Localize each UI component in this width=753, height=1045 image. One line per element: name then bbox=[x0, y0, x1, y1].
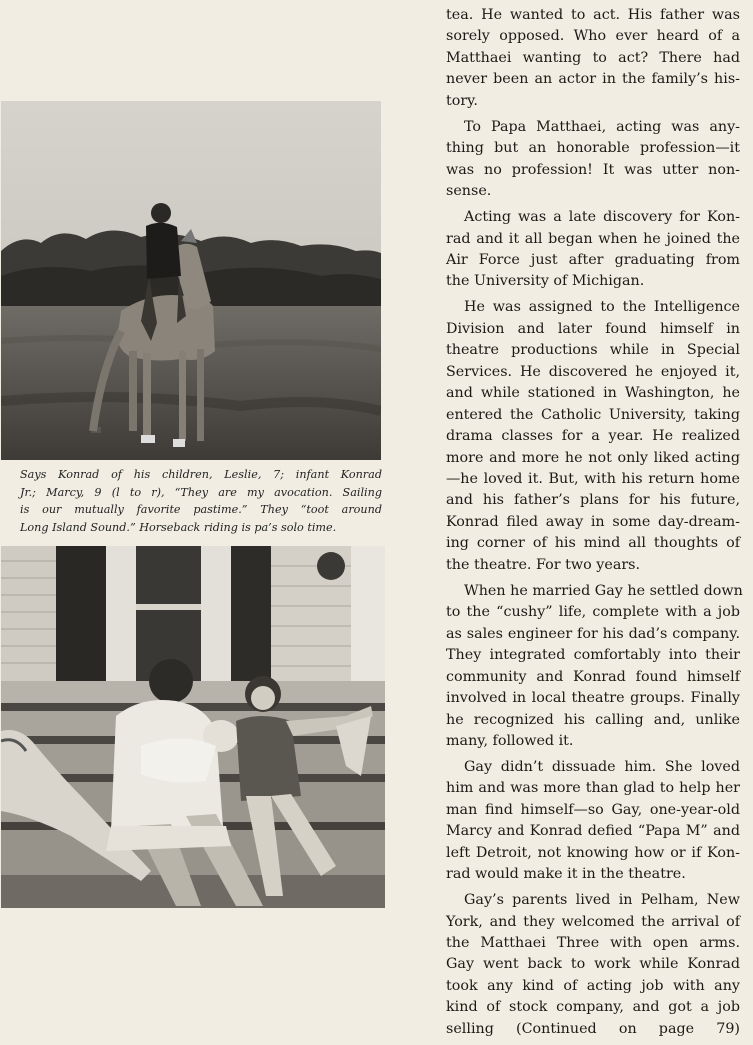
text-line: Marcy and Konrad defied “Papa M” and bbox=[446, 823, 740, 840]
text-line: Gay didn’t dissuade him. She loved bbox=[464, 758, 740, 775]
caption-line: Long Island Sound.” Horseback riding is pa’s solo time. bbox=[20, 520, 337, 534]
continued-line: selling (Continued on page 79) bbox=[446, 1020, 740, 1037]
text-line: sorely opposed. Who ever heard of a bbox=[446, 28, 740, 45]
text-line: sense. bbox=[446, 183, 492, 200]
text-line: Gay’s parents lived in Pelham, New bbox=[464, 892, 740, 909]
text-line: Gay went back to work while Konrad bbox=[446, 956, 740, 973]
text-line: He was assigned to the Intelligence bbox=[464, 299, 740, 316]
article-paragraph bbox=[446, 757, 740, 886]
text-line: left Detroit, not knowing how or if Kon- bbox=[446, 844, 740, 861]
text-line: the theatre. For two years. bbox=[446, 556, 641, 573]
text-line: theatre productions while in Special bbox=[446, 342, 740, 359]
caption-line: is our mutually favorite pastime.” They “toot around bbox=[20, 503, 382, 516]
text-line: drama classes for a year. He realized bbox=[446, 428, 740, 445]
text-line: York, and they welcomed the arrival of bbox=[446, 913, 740, 930]
text-line: kind of stock company, and got a job bbox=[446, 999, 740, 1016]
text-line: took any kind of acting job with any bbox=[446, 977, 740, 994]
text-line: tea. He wanted to act. His father was bbox=[446, 7, 740, 23]
text-line: thing but an honorable profession—it bbox=[446, 140, 740, 157]
text-line: ing corner of his mind all thoughts of bbox=[446, 535, 740, 552]
text-line: and his father’s plans for his future, bbox=[446, 492, 740, 509]
text-line: community and Konrad found himself bbox=[446, 668, 740, 685]
text-line: he recognized his calling and, unlike bbox=[446, 711, 740, 728]
caption-line: Says Konrad of his children, Leslie, 7; infant Konrad bbox=[20, 468, 382, 481]
text-line: the University of Michigan. bbox=[446, 273, 645, 290]
text-line: —he loved it. But, with his return home bbox=[446, 471, 740, 488]
photo-caption bbox=[20, 466, 382, 536]
text-line: many, followed it. bbox=[446, 732, 574, 749]
family-porch-photo bbox=[1, 546, 385, 908]
text-line: never been an actor in the family’s his- bbox=[446, 71, 740, 88]
article-paragraph bbox=[446, 581, 743, 753]
article-paragraph bbox=[446, 117, 740, 203]
text-line: to the “cushy” life, complete with a job bbox=[446, 604, 740, 621]
text-line: man find himself—so Gay, one-year-old bbox=[446, 801, 740, 818]
caption-line: Jr.; Marcy, 9 (l to r), “They are my avocation. Sailing bbox=[20, 485, 382, 499]
text-line: more and more he not only liked acting bbox=[446, 449, 740, 466]
article-paragraph bbox=[446, 207, 740, 293]
text-line: rad would make it in the theatre. bbox=[446, 866, 686, 883]
text-line: Division and later found himself in bbox=[446, 320, 740, 337]
text-line: as sales engineer for his dad’s company. bbox=[446, 625, 740, 642]
text-line: Air Force just after graduating from bbox=[446, 251, 740, 268]
text-line: rad and it all began when he joined the bbox=[446, 230, 740, 247]
text-line: They integrated comfortably into their bbox=[446, 647, 740, 664]
article-paragraph bbox=[446, 5, 740, 112]
text-line: tory. bbox=[446, 92, 478, 109]
text-line: Acting was a late discovery for Kon- bbox=[464, 209, 740, 226]
text-line: and while stationed in Washington, he bbox=[446, 385, 740, 402]
text-line: involved in local theatre groups. Finally bbox=[446, 690, 740, 707]
text-line: the Matthaei Three with open arms. bbox=[446, 935, 740, 952]
text-line: To Papa Matthaei, acting was any- bbox=[464, 118, 740, 135]
text-line: Konrad filed away in some day-dream- bbox=[446, 513, 740, 530]
text-line: was no profession! It was utter non- bbox=[446, 161, 740, 178]
article-column bbox=[446, 5, 743, 1045]
article-paragraph bbox=[446, 890, 740, 1040]
text-line: When he married Gay he settled down bbox=[464, 582, 743, 599]
article-paragraph bbox=[446, 297, 740, 576]
text-line: Matthaei wanting to act? There had bbox=[446, 49, 740, 66]
text-line: entered the Catholic University, taking bbox=[446, 406, 740, 423]
text-line: him and was more than glad to help her bbox=[446, 780, 740, 797]
horseback-riding-photo bbox=[1, 101, 381, 460]
text-line: Services. He discovered he enjoyed it, bbox=[446, 363, 740, 380]
